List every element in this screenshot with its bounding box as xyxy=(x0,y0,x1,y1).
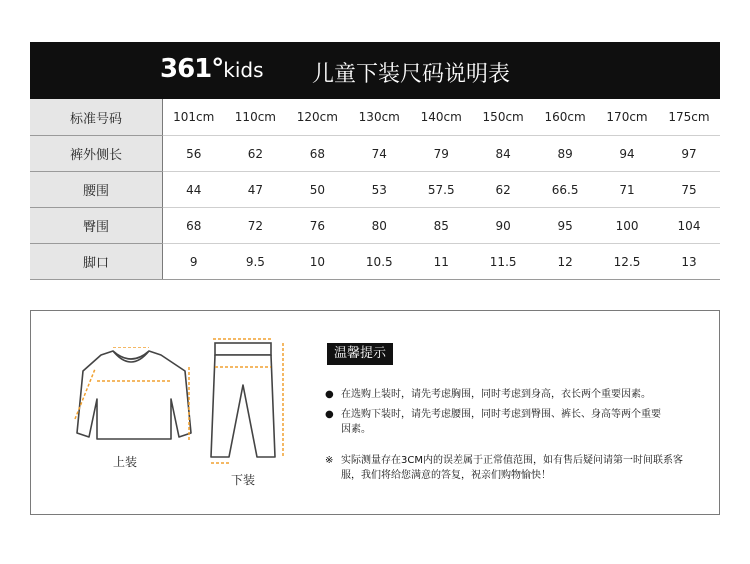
table-row xyxy=(30,136,720,172)
tip-item-1 xyxy=(325,387,685,402)
page-title: 儿童下装尺码说明表 xyxy=(312,62,511,87)
table-cell: 95 xyxy=(534,208,596,244)
table-cell: 175cm xyxy=(658,99,720,136)
table-cell: 62 xyxy=(472,172,534,208)
table-cell: 104 xyxy=(658,208,720,244)
table-cell: 68 xyxy=(286,136,348,172)
header-banner xyxy=(30,42,720,99)
tips-title: 温馨提示 xyxy=(327,343,393,365)
table-cell: 57.5 xyxy=(410,172,472,208)
row-header: 标准号码 xyxy=(30,99,163,136)
bottom-garment-label: 下装 xyxy=(231,473,256,487)
table-cell: 74 xyxy=(348,136,410,172)
table-cell: 94 xyxy=(596,136,658,172)
table-cell: 97 xyxy=(658,136,720,172)
tip-item-2 xyxy=(325,407,665,437)
table-cell: 90 xyxy=(472,208,534,244)
table-cell: 56 xyxy=(163,136,225,172)
table-cell: 84 xyxy=(472,136,534,172)
bottom-garment-icon xyxy=(201,337,291,467)
brand-suffix: kids xyxy=(223,58,264,82)
table-cell: 50 xyxy=(286,172,348,208)
bullet-icon: ● xyxy=(325,409,334,420)
brand-logo xyxy=(160,54,264,84)
bullet-icon: ● xyxy=(325,389,334,400)
table-row xyxy=(30,208,720,244)
table-cell: 170cm xyxy=(596,99,658,136)
row-header: 脚口 xyxy=(30,244,163,280)
table-cell: 9 xyxy=(163,244,225,280)
table-row xyxy=(30,172,720,208)
row-header: 腰围 xyxy=(30,172,163,208)
table-cell: 12 xyxy=(534,244,596,280)
table-cell: 85 xyxy=(410,208,472,244)
table-cell: 89 xyxy=(534,136,596,172)
brand-number: 361° xyxy=(160,54,224,84)
table-cell: 9.5 xyxy=(224,244,286,280)
tips-box xyxy=(30,310,720,515)
table-cell: 12.5 xyxy=(596,244,658,280)
table-cell: 47 xyxy=(224,172,286,208)
size-table xyxy=(30,99,720,280)
table-cell: 101cm xyxy=(163,99,225,136)
table-cell: 13 xyxy=(658,244,720,280)
table-cell: 79 xyxy=(410,136,472,172)
row-header: 臀围 xyxy=(30,208,163,244)
tip-note-text: 实际测量存在3CM内的误差属于正常值范围，如有售后疑问请第一时间联系客服，我们将给您满意的答复，祝亲们购物愉快！ xyxy=(341,455,683,481)
table-cell: 10.5 xyxy=(348,244,410,280)
note-icon: ※ xyxy=(325,455,334,466)
table-row xyxy=(30,99,720,136)
table-cell: 62 xyxy=(224,136,286,172)
tip-note xyxy=(325,453,685,483)
table-cell: 10 xyxy=(286,244,348,280)
table-cell: 120cm xyxy=(286,99,348,136)
tip-text-2: 在选购下装时，请先考虑腰围，同时考虑到臀围、裤长、身高等两个重要因素。 xyxy=(341,409,661,435)
table-cell: 110cm xyxy=(224,99,286,136)
table-cell: 72 xyxy=(224,208,286,244)
table-cell: 68 xyxy=(163,208,225,244)
tip-text-1: 在选购上装时，请先考虑胸围，同时考虑到身高，衣长两个重要因素。 xyxy=(341,389,651,400)
table-cell: 44 xyxy=(163,172,225,208)
table-cell: 71 xyxy=(596,172,658,208)
table-cell: 100 xyxy=(596,208,658,244)
table-cell: 76 xyxy=(286,208,348,244)
top-garment-label: 上装 xyxy=(113,455,138,469)
table-cell: 150cm xyxy=(472,99,534,136)
table-cell: 11.5 xyxy=(472,244,534,280)
table-cell: 80 xyxy=(348,208,410,244)
table-cell: 130cm xyxy=(348,99,410,136)
table-cell: 160cm xyxy=(534,99,596,136)
top-garment-icon xyxy=(67,347,197,447)
table-cell: 140cm xyxy=(410,99,472,136)
row-header: 裤外侧长 xyxy=(30,136,163,172)
table-cell: 11 xyxy=(410,244,472,280)
table-cell: 66.5 xyxy=(534,172,596,208)
table-cell: 75 xyxy=(658,172,720,208)
table-row xyxy=(30,244,720,280)
table-cell: 53 xyxy=(348,172,410,208)
